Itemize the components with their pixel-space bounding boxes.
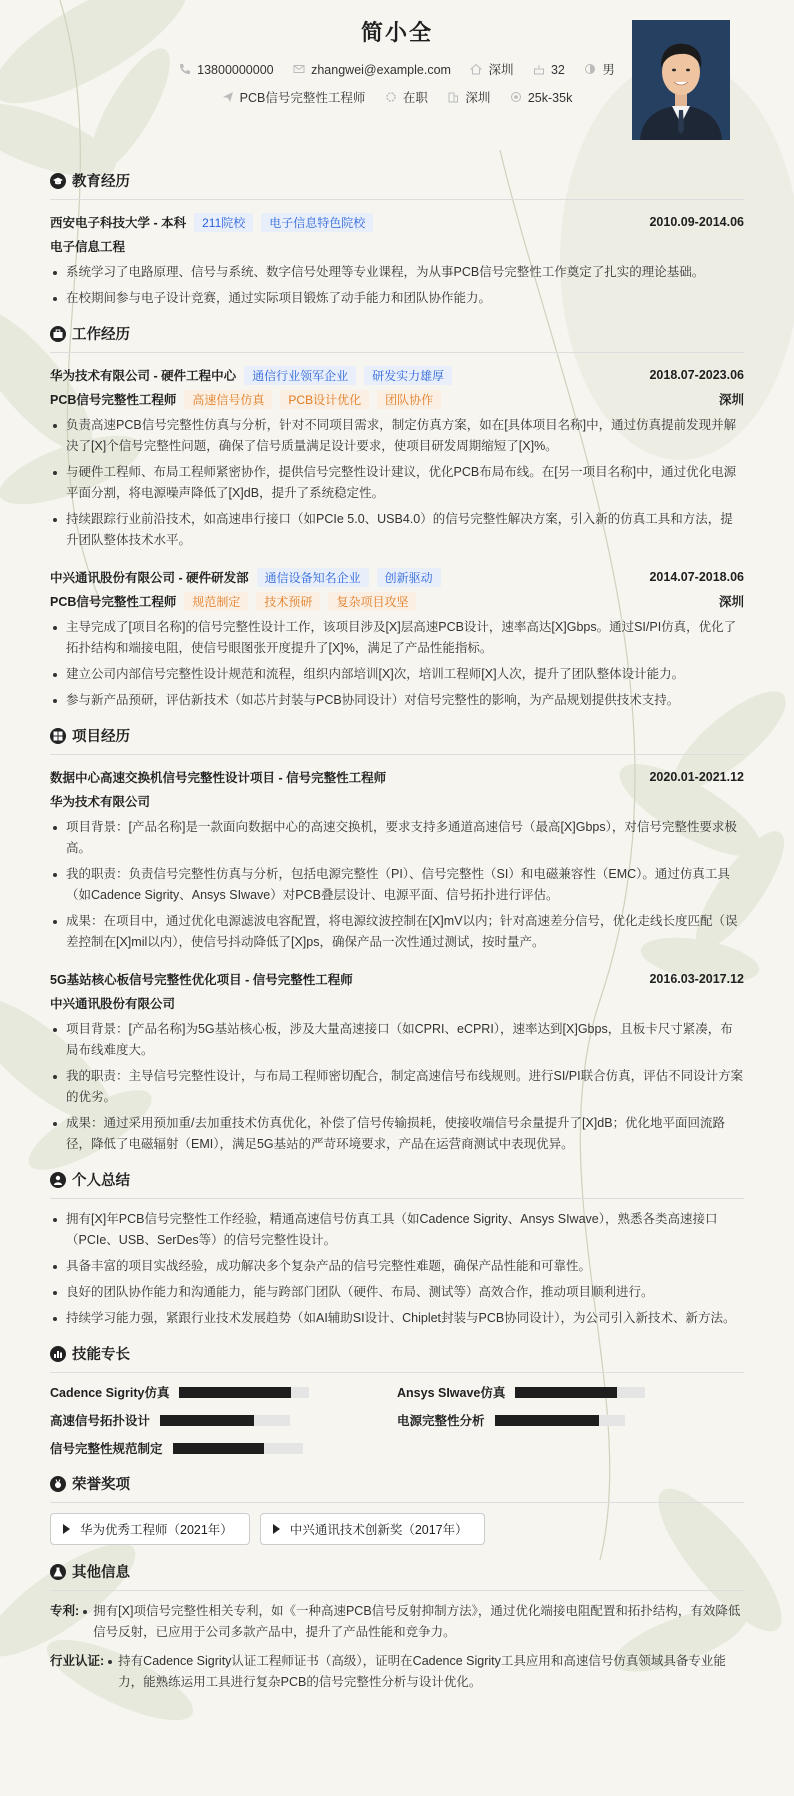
list-item: 拥有[X]年PCB信号完整性工作经验，精通高速信号仿真工具（如Cadence Sigrity、Ansys SIwave），熟悉各类高速接口（PCIe、USB、SerDes等）的信号完整性设计。 bbox=[50, 1209, 744, 1251]
user-icon bbox=[50, 1172, 66, 1188]
company-name: 华为技术有限公司 - 硬件工程中心 bbox=[50, 369, 237, 383]
list-item: 负责高速PCB信号完整性仿真与分析，针对不同项目需求，制定仿真方案，如在[具体项目名称]中，通过仿真提前发现并解决了[X]个信号完整性问题，确保了信号质量满足设计要求，使项目研发周期缩短了[X]%。 bbox=[50, 415, 744, 457]
list-item: 参与新产品预研，评估新技术（如芯片封装与PCB协同设计）对信号完整性的影响，为产品规划提供技术支持。 bbox=[50, 690, 744, 711]
age-icon bbox=[533, 63, 545, 75]
profile-photo bbox=[632, 20, 730, 140]
status-item: 在职 bbox=[385, 88, 428, 106]
skill-level-bar bbox=[160, 1415, 254, 1426]
salary-item: 25k-35k bbox=[510, 91, 572, 105]
briefcase-icon bbox=[50, 326, 66, 342]
work-entry bbox=[50, 363, 744, 551]
work-entry bbox=[50, 565, 744, 711]
list-item: 我的职责：主导信号完整性设计，与布局工程师密切配合，制定高速信号布线规则。进行SI/PI联合仿真，评估不同设计方案的优劣。 bbox=[50, 1066, 744, 1108]
education-heading: 教育经历 bbox=[50, 170, 744, 200]
work-city: 深圳 bbox=[718, 595, 744, 609]
skill-level-bar bbox=[515, 1387, 616, 1398]
role-tag: 技术预研 bbox=[256, 592, 320, 611]
award-item: 华为优秀工程师（2021年） bbox=[50, 1513, 250, 1545]
bar-chart-icon bbox=[50, 1346, 66, 1362]
other-row bbox=[50, 1651, 744, 1693]
major: 电子信息工程 bbox=[50, 240, 126, 254]
skill-item: 高速信号拓扑设计 bbox=[50, 1411, 397, 1429]
city-item: 深圳 bbox=[447, 88, 490, 106]
list-item: 系统学习了电路原理、信号与系统、数字信号处理等专业课程，为从事PCB信号完整性工作奠定了扎实的理论基础。 bbox=[50, 262, 744, 283]
skills-grid bbox=[50, 1383, 744, 1457]
triangle-right-icon bbox=[273, 1524, 280, 1534]
skills-section bbox=[50, 1343, 744, 1457]
list-item: 在校期间参与电子设计竞赛，通过实际项目锻炼了动手能力和团队协作能力。 bbox=[50, 288, 744, 309]
other-row bbox=[50, 1601, 744, 1643]
building-icon bbox=[447, 91, 459, 103]
project-company: 华为技术有限公司 bbox=[50, 795, 151, 809]
skill-item: 信号完整性规范制定 bbox=[50, 1439, 397, 1457]
company-name: 中兴通讯股份有限公司 - 硬件研发部 bbox=[50, 571, 249, 585]
other-section bbox=[50, 1561, 744, 1693]
resume-header bbox=[50, 0, 744, 160]
job-role: PCB信号完整性工程师 bbox=[50, 595, 177, 609]
school-tag: 电子信息特色院校 bbox=[261, 213, 373, 232]
project-entry bbox=[50, 765, 744, 953]
list-item: 良好的团队协作能力和沟通能力，能与跨部门团队（硬件、布局、测试等）高效合作，推动项目顺利进行。 bbox=[50, 1282, 744, 1303]
education-section bbox=[50, 170, 744, 309]
email-item: zhangwei@example.com bbox=[293, 63, 451, 77]
role-tag: 规范制定 bbox=[184, 592, 248, 611]
work-section bbox=[50, 323, 744, 711]
phone-item: 13800000000 bbox=[179, 63, 273, 77]
company-tag: 研发实力雄厚 bbox=[364, 366, 452, 385]
list-item: 建立公司内部信号完整性设计规范和流程，组织内部培训[X]次，培训工程师[X]人次，提升了团队整体设计能力。 bbox=[50, 664, 744, 685]
work-heading: 工作经历 bbox=[50, 323, 744, 353]
home-icon bbox=[470, 63, 482, 75]
skill-item: Cadence Sigrity仿真 bbox=[50, 1383, 397, 1401]
other-label: 专利: bbox=[50, 1604, 80, 1618]
job-role: PCB信号完整性工程师 bbox=[50, 393, 177, 407]
other-label: 行业认证: bbox=[50, 1654, 105, 1668]
position-item: PCB信号完整性工程师 bbox=[222, 88, 366, 106]
skill-level-bar bbox=[179, 1387, 291, 1398]
summary-heading: 个人总结 bbox=[50, 1169, 744, 1199]
awards-section bbox=[50, 1473, 744, 1545]
company-tag: 创新驱动 bbox=[377, 568, 441, 587]
gender-item: 男 bbox=[584, 60, 615, 78]
project-date: 2016.03-2017.12 bbox=[649, 972, 744, 986]
projects-heading: 项目经历 bbox=[50, 725, 744, 755]
age-item: 32 bbox=[533, 63, 565, 77]
list-item: 项目背景：[产品名称]是一款面向数据中心的高速交换机，要求支持多通道高速信号（最高[X]Gbps），对信号完整性要求极高。 bbox=[50, 817, 744, 859]
list-item: 我的职责：负责信号完整性仿真与分析，包括电源完整性（PI）、信号完整性（SI）和电磁兼容性（EMC）。通过仿真工具（如Cadence Sigrity、Ansys SIwave）对PCB叠层设计、电源平面、信号拓扑进行评估。 bbox=[50, 864, 744, 906]
list-item: 项目背景：[产品名称]为5G基站核心板，涉及大量高速接口（如CPRI、eCPRI），速率达到[X]Gbps，且板卡尺寸紧凑，布局布线难度大。 bbox=[50, 1019, 744, 1061]
project-date: 2020.01-2021.12 bbox=[649, 770, 744, 784]
project-name: 5G基站核心板信号完整性优化项目 - 信号完整性工程师 bbox=[50, 973, 353, 987]
education-date: 2010.09-2014.06 bbox=[649, 215, 744, 229]
other-heading: 其他信息 bbox=[50, 1561, 744, 1591]
status-icon bbox=[385, 91, 397, 103]
skill-level-bar bbox=[173, 1443, 264, 1454]
projects-section bbox=[50, 725, 744, 1155]
salary-icon bbox=[510, 91, 522, 103]
role-tag: 高速信号仿真 bbox=[184, 390, 272, 409]
grid-icon bbox=[50, 728, 66, 744]
role-tag: PCB设计优化 bbox=[280, 390, 369, 409]
graduation-cap-icon bbox=[50, 173, 66, 189]
role-tag: 团队协作 bbox=[377, 390, 441, 409]
medal-icon bbox=[50, 1476, 66, 1492]
school-name: 西安电子科技大学 - 本科 bbox=[50, 216, 187, 230]
phone-icon bbox=[179, 63, 191, 75]
company-tag: 通信行业领军企业 bbox=[244, 366, 356, 385]
project-entry bbox=[50, 967, 744, 1155]
company-tag: 通信设备知名企业 bbox=[257, 568, 369, 587]
list-item: 具备丰富的项目实战经验，成功解决多个复杂产品的信号完整性难题，确保产品性能和可靠性。 bbox=[50, 1256, 744, 1277]
candidate-name: 简小全 bbox=[360, 20, 433, 45]
triangle-right-icon bbox=[63, 1524, 70, 1534]
summary-section bbox=[50, 1169, 744, 1329]
work-date: 2014.07-2018.06 bbox=[649, 570, 744, 584]
skill-item: Ansys SIwave仿真 bbox=[397, 1383, 744, 1401]
list-item: 与硬件工程师、布局工程师紧密协作，提供信号完整性设计建议，优化PCB布局布线。在[另一项目名称]中，通过优化电源平面分割，将电源噪声降低了[X]dB，提升了系统稳定性。 bbox=[50, 462, 744, 504]
send-icon bbox=[222, 91, 234, 103]
email-icon bbox=[293, 63, 305, 75]
work-city: 深圳 bbox=[718, 393, 744, 407]
role-tag: 复杂项目攻坚 bbox=[328, 592, 416, 611]
list-item: 主导完成了[项目名称]的信号完整性设计工作，该项目涉及[X]层高速PCB设计，速率高达[X]Gbps。通过SI/PI仿真，优化了拓扑结构和端接电阻，使信号眼图张开度提升了[X]%，满足了产品性能指标。 bbox=[50, 617, 744, 659]
skill-item: 电源完整性分析 bbox=[397, 1411, 744, 1429]
awards-heading: 荣誉奖项 bbox=[50, 1473, 744, 1503]
other-text: 拥有[X]项信号完整性相关专利，如《一种高速PCB信号反射抑制方法》，通过优化端接电阻配置和拓扑结构，有效降低信号反射，已应用于公司多款产品中，提升了产品性能和竞争力。 bbox=[79, 1601, 744, 1643]
list-item: 成果：在项目中，通过优化电源滤波电容配置，将电源纹波控制在[X]mV以内；针对高速差分信号，优化走线长度匹配（误差控制在[X]mil以内），使信号抖动降低了[X]ps，确保产品一次性通过测试，按时量产。 bbox=[50, 911, 744, 953]
gender-icon bbox=[584, 63, 596, 75]
list-item: 持续学习能力强，紧跟行业技术发展趋势（如AI辅助SI设计、Chiplet封装与PCB协同设计），为公司引入新技术、新方法。 bbox=[50, 1308, 744, 1329]
list-item: 成果：通过采用预加重/去加重技术仿真优化，补偿了信号传输损耗，使接收端信号余量提升了[X]dB；优化地平面回流路径，降低了电磁辐射（EMI），满足5G基站的严苛环境要求，产品在运营商测试中表现优异。 bbox=[50, 1113, 744, 1155]
skills-heading: 技能专长 bbox=[50, 1343, 744, 1373]
award-item: 中兴通讯技术创新奖（2017年） bbox=[260, 1513, 485, 1545]
other-text: 持有Cadence Sigrity认证工程师证书（高级），证明在Cadence Sigrity工具应用和高速信号仿真领域具备专业能力，能熟练运用工具进行复杂PCB的信号完整性分析与设计优化。 bbox=[104, 1651, 744, 1693]
project-company: 中兴通讯股份有限公司 bbox=[50, 997, 176, 1011]
list-item: 持续跟踪行业前沿技术，如高速串行接口（如PCIe 5.0、USB4.0）的信号完整性解决方案，引入新的仿真工具和方法，提升团队整体技术水平。 bbox=[50, 509, 744, 551]
skill-level-bar bbox=[495, 1415, 599, 1426]
work-date: 2018.07-2023.06 bbox=[649, 368, 744, 382]
school-tag: 211院校 bbox=[194, 213, 253, 232]
location-item: 深圳 bbox=[470, 60, 513, 78]
project-name: 数据中心高速交换机信号完整性设计项目 - 信号完整性工程师 bbox=[50, 771, 387, 785]
flask-icon bbox=[50, 1564, 66, 1580]
